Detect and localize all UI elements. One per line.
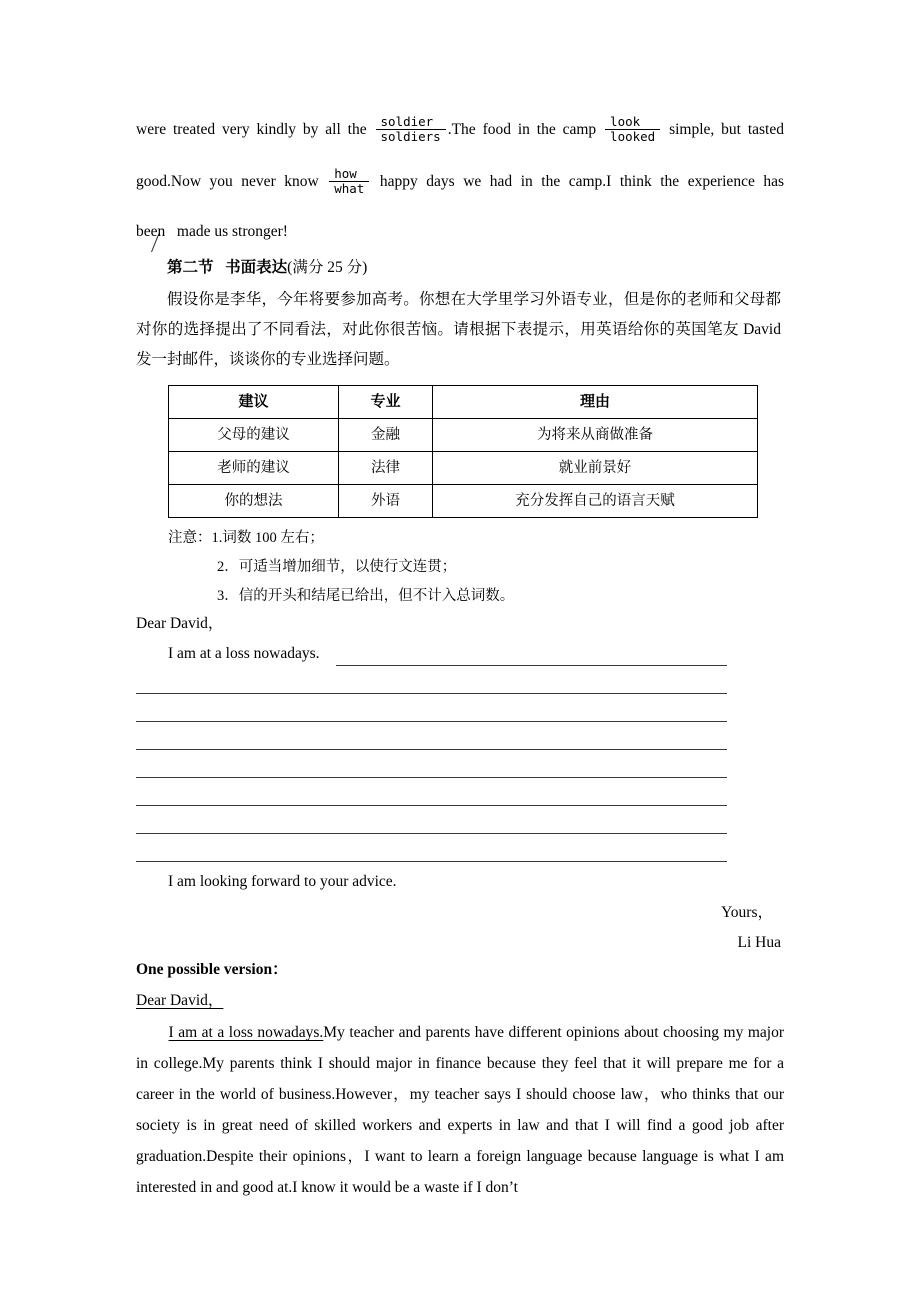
letter-salutation-wrap xyxy=(136,610,781,638)
table-cell: 为将来从商做准备 xyxy=(433,419,758,452)
fraction-soldier xyxy=(376,115,446,145)
answer-blank-line[interactable] xyxy=(136,833,727,834)
table-header-row xyxy=(169,386,758,419)
fraction-look xyxy=(605,115,660,145)
fraction-numerator: soldier xyxy=(380,113,434,129)
cloze-line-1 xyxy=(136,108,784,152)
cloze-line-3 xyxy=(136,210,784,254)
table-header-cell: 理由 xyxy=(433,386,758,419)
answer-body-wrap xyxy=(136,1017,784,1203)
answer-salutation xyxy=(136,987,781,1015)
letter-opening: I am at a loss nowadays. xyxy=(168,645,320,662)
answer-blank-line[interactable] xyxy=(136,693,727,694)
table-row xyxy=(169,452,758,485)
letter-opening-wrap xyxy=(168,640,813,668)
deleted-word-been xyxy=(136,210,165,254)
table-cell: 父母的建议 xyxy=(169,419,339,452)
answer-body xyxy=(136,1017,784,1203)
letter-salutation: Dear David， xyxy=(136,615,224,632)
answer-salutation-text: Dear David， xyxy=(136,992,224,1009)
notes-item xyxy=(168,582,768,611)
answer-heading: One possible version： xyxy=(136,961,288,978)
section-heading-wrap xyxy=(136,255,781,277)
fraction-denominator: what xyxy=(329,181,369,196)
letter-closing: I am looking forward to your advice. xyxy=(168,873,397,890)
letter-signature: Li Hua xyxy=(737,934,781,951)
fraction-numerator: how xyxy=(334,165,357,181)
letter-sign-off: Yours， xyxy=(721,904,773,921)
table-row xyxy=(169,419,758,452)
answer-blank-line[interactable] xyxy=(136,861,727,862)
letter-signature-wrap xyxy=(136,898,781,958)
section-heading xyxy=(136,255,781,277)
table-header-cell: 专业 xyxy=(339,386,433,419)
cloze-line-2-post: happy days we had in the camp.I think the experience has xyxy=(379,173,785,190)
notes-item xyxy=(168,553,768,582)
answer-blank-line[interactable] xyxy=(136,721,727,722)
notes-list xyxy=(168,524,768,611)
table-row xyxy=(169,485,758,518)
section-score: (满分 25 分) xyxy=(287,259,368,276)
answer-body-text: My teacher and parents have different opinions about choosing my major in college.My parents think I should major in finance because they feel that it will prepare me for a career in the world of business.However，my teacher says I should choose law，who thinks that our society is in great need of skilled workers and experts in law and that I will find a good job after graduation.Despite their opinions，I want to learn a foreign language because language is what I am interested in and good at.I know it would be a waste if I don’t xyxy=(136,1024,784,1196)
hint-table xyxy=(168,385,758,518)
prompt-paragraph-wrap xyxy=(136,285,781,375)
cloze-line-1-mid: .The food in the camp xyxy=(447,121,597,138)
table-cell: 法律 xyxy=(339,452,433,485)
section-number: 第二节 xyxy=(167,259,214,276)
deleted-word-text: been xyxy=(136,223,166,240)
answer-blank-line[interactable] xyxy=(136,777,727,778)
table-cell: 就业前景好 xyxy=(433,452,758,485)
table-cell: 老师的建议 xyxy=(169,452,339,485)
fraction-denominator: soldiers xyxy=(376,129,446,144)
answer-blank-line[interactable] xyxy=(136,805,727,806)
fraction-denominator: looked xyxy=(605,129,660,144)
letter-closing-wrap xyxy=(168,868,813,896)
cloze-line-1-post: simple, but tasted xyxy=(669,121,784,138)
fraction-numerator: look xyxy=(610,113,641,129)
notes-item-text: 2．可适当增加细节，以使行文连贯； xyxy=(217,559,457,575)
cloze-line-1-pre: were treated very kindly by all the xyxy=(136,121,367,138)
prompt-paragraph: 假设你是李华，今年将要参加高考。你想在大学里学习外语专业，但是你的老师和父母都对你的选择提出了不同看法，对此你很苦恼。请根据下表提示，用英语给你的英国笔友 David 发一封邮件，谈谈你的专业选择问题。 xyxy=(136,291,781,368)
cloze-line-2-pre: good.Now you never know xyxy=(136,173,319,190)
table-header-cell: 建议 xyxy=(169,386,339,419)
table-cell: 充分发挥自己的语言天赋 xyxy=(433,485,758,518)
answer-salutation-wrap xyxy=(136,987,781,1015)
notes-label: 注意： xyxy=(168,530,212,546)
cloze-passage xyxy=(136,108,784,254)
notes-item-text: 1.词数 100 左右； xyxy=(211,530,324,546)
hint-table-wrap xyxy=(168,385,757,518)
answer-blank-line[interactable] xyxy=(136,749,727,750)
section-title: 书面表达 xyxy=(225,259,288,276)
fraction-how xyxy=(329,167,369,197)
table-cell: 金融 xyxy=(339,419,433,452)
notes-item-text: 3．信的开头和结尾已给出，但不计入总词数。 xyxy=(217,588,515,604)
notes-item xyxy=(168,524,768,553)
table-cell: 你的想法 xyxy=(169,485,339,518)
answer-opening-underlined: I am at a loss nowadays. xyxy=(168,1024,324,1041)
answer-heading-wrap xyxy=(136,957,781,979)
cloze-line-2 xyxy=(136,160,784,204)
table-cell: 外语 xyxy=(339,485,433,518)
cloze-line-3-post: made us stronger! xyxy=(176,223,288,240)
answer-blank-line[interactable] xyxy=(336,665,727,666)
